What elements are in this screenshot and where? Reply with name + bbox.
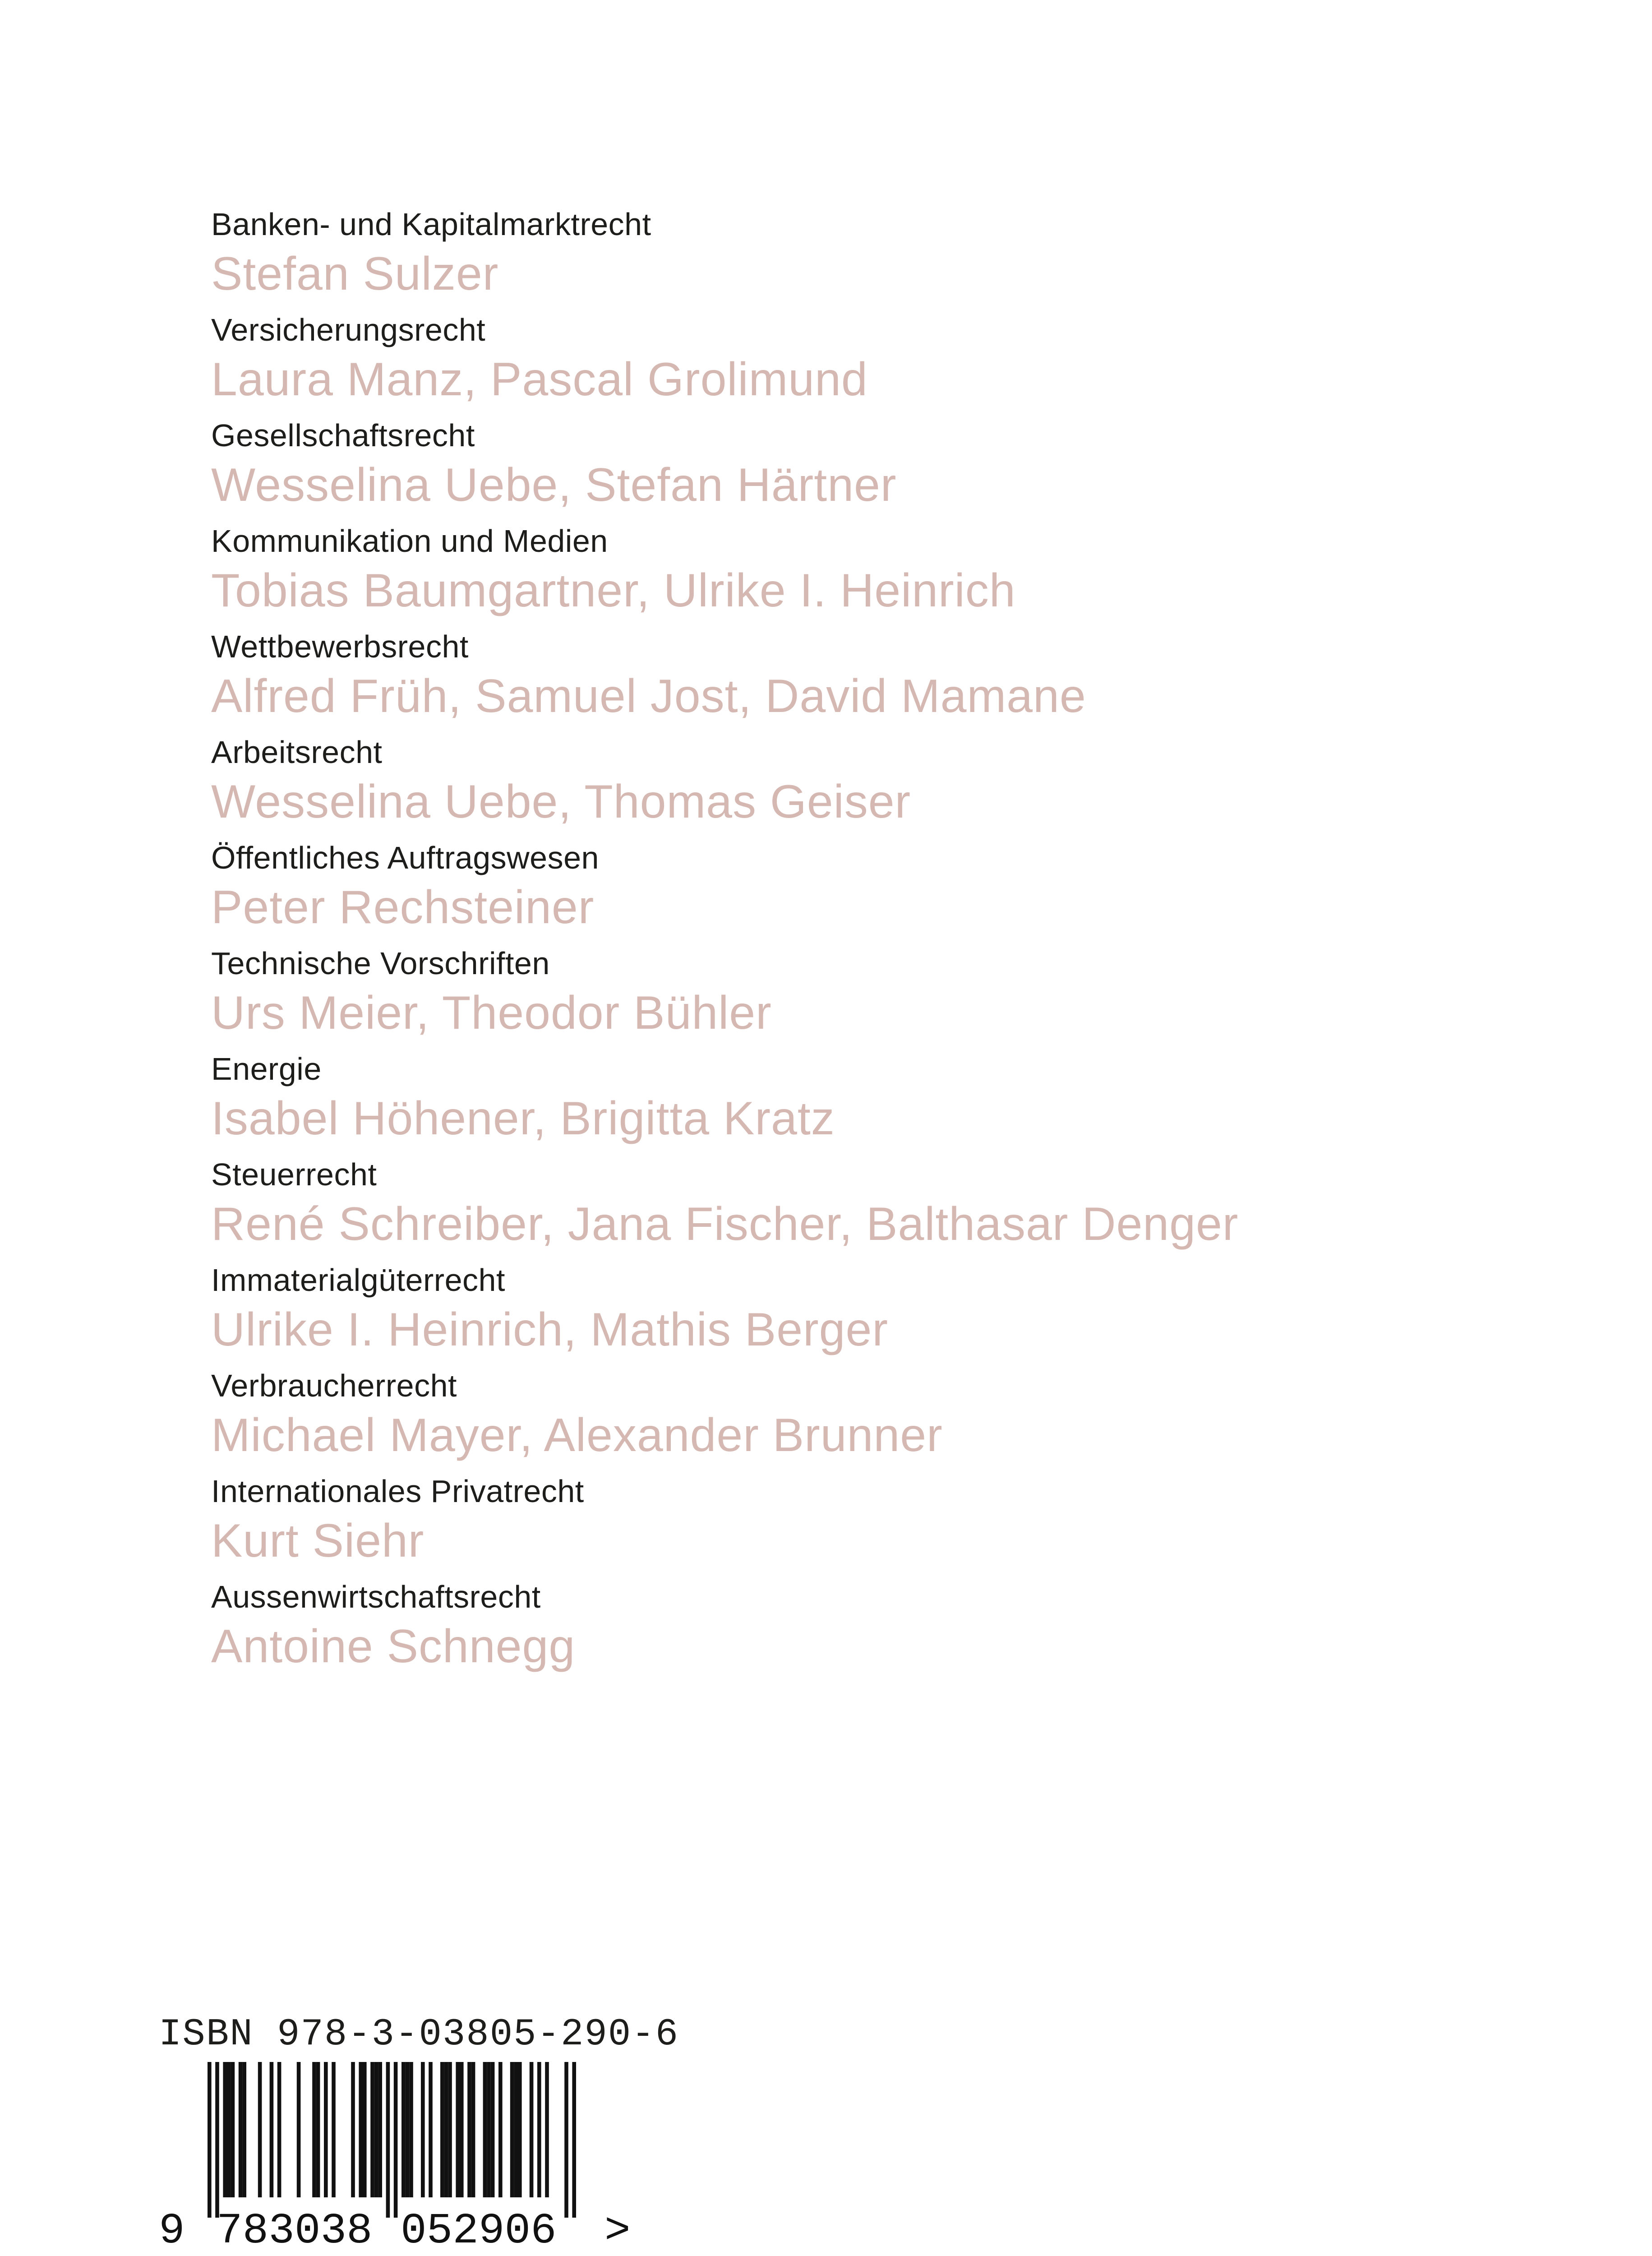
barcode-bar [491,2062,495,2197]
isbn-label: ISBN 978-3-03805-290-6 [159,2013,679,2056]
barcode [158,2062,677,2247]
list-item [211,732,1564,837]
barcode-bar [460,2062,464,2197]
barcode-guard-bar [394,2062,398,2218]
author-names: Ulrike I. Heinrich, Mathis Berger [211,1304,888,1356]
barcode-bar [467,2062,471,2197]
list-item [211,1365,1564,1471]
barcode-bar [258,2062,262,2197]
barcode-bar [312,2062,316,2197]
barcode-bar [297,2062,301,2197]
barcode-bar [332,2062,336,2197]
barcode-bar [471,2062,475,2197]
barcode-bar [518,2062,522,2197]
barcode-bars [208,2062,576,2218]
barcode-guard-bar [208,2062,212,2218]
barcode-bar [351,2062,355,2197]
barcode-bar [514,2062,518,2197]
barcode-bar [374,2062,378,2197]
category-label: Versicherungsrecht [211,312,486,347]
barcode-guard-bar [572,2062,576,2218]
barcode-bar [421,2062,425,2197]
barcode-bar [231,2062,235,2197]
barcode-bar [409,2062,413,2197]
barcode-left-digits: 783038 [217,2206,373,2247]
author-names: Isabel Höhener, Brigitta Kratz [211,1092,835,1145]
barcode-bar [537,2062,541,2197]
author-names: Michael Mayer, Alexander Brunner [211,1409,943,1461]
barcode-bar [401,2062,406,2197]
barcode-bar [530,2062,534,2197]
barcode-bar [227,2062,231,2197]
list-item [211,415,1564,521]
list-item [211,1154,1564,1260]
author-names: Wesselina Uebe, Thomas Geiser [211,776,911,828]
author-names: Kurt Siehr [211,1515,425,1567]
list-item [211,521,1564,626]
list-item [211,1576,1564,1682]
author-names: Peter Rechsteiner [211,881,595,934]
list-item [211,1260,1564,1365]
barcode-bar [316,2062,320,2197]
barcode-bar [359,2062,363,2197]
author-names: Wesselina Uebe, Stefan Härtner [211,459,897,511]
category-label: Gesellschaftsrecht [211,418,475,453]
barcode-bar [370,2062,374,2197]
list-item [211,310,1564,415]
list-item [211,204,1564,310]
author-names: Antoine Schnegg [211,1620,576,1673]
barcode-bar [239,2062,243,2197]
category-label: Banken- und Kapitalmarktrecht [211,207,651,242]
contents-list [211,204,1564,1682]
barcode-bar [440,2062,444,2197]
barcode-bar [429,2062,433,2197]
barcode-bar [242,2062,246,2197]
author-names: Urs Meier, Theodor Bühler [211,987,772,1039]
barcode-bar [378,2062,382,2197]
barcode-bar [363,2062,367,2197]
category-label: Steuerrecht [211,1157,377,1192]
list-item [211,1049,1564,1154]
barcode-bar [487,2062,491,2197]
category-label: Technische Vorschriften [211,946,550,981]
category-label: Kommunikation und Medien [211,523,608,559]
category-label: Öffentliches Auftragswesen [211,840,599,875]
barcode-bar [270,2062,274,2197]
barcode-bar [448,2062,452,2197]
author-names: Stefan Sulzer [211,248,499,300]
list-item [211,626,1564,732]
author-names: Laura Manz, Pascal Grolimund [211,353,868,406]
barcode-guard-bar [215,2062,219,2218]
barcode-bar [223,2062,227,2197]
author-names: René Schreiber, Jana Fischer, Balthasar Denger [211,1198,1239,1250]
barcode-quiet-zone-marker: > [605,2206,631,2247]
author-names: Tobias Baumgartner, Ulrike I. Heinrich [211,564,1016,617]
author-names: Alfred Früh, Samuel Jost, David Mamane [211,670,1086,722]
barcode-bar [277,2062,281,2197]
barcode-bar [324,2062,328,2197]
barcode-guard-bar [386,2062,390,2218]
category-label: Aussenwirtschaftsrecht [211,1579,541,1614]
list-item [211,1471,1564,1576]
category-label: Immaterialgüterrecht [211,1262,505,1298]
category-label: Energie [211,1051,322,1086]
barcode-bar [456,2062,460,2197]
category-label: Wettbewerbsrecht [211,629,469,664]
barcode-bar [406,2062,410,2197]
barcode-first-digit: 9 [159,2206,185,2247]
list-item [211,837,1564,943]
category-label: Internationales Privatrecht [211,1474,584,1509]
category-label: Arbeitsrecht [211,735,383,770]
barcode-bar [545,2062,549,2197]
list-item [211,943,1564,1049]
barcode-bar [483,2062,487,2197]
isbn-barcode-block [158,2012,677,2247]
barcode-right-digits: 052906 [401,2206,557,2247]
category-label: Verbraucherrecht [211,1368,457,1403]
barcode-bar [510,2062,514,2197]
barcode-guard-bar [564,2062,568,2218]
barcode-bar [444,2062,448,2197]
barcode-bar [498,2062,503,2197]
